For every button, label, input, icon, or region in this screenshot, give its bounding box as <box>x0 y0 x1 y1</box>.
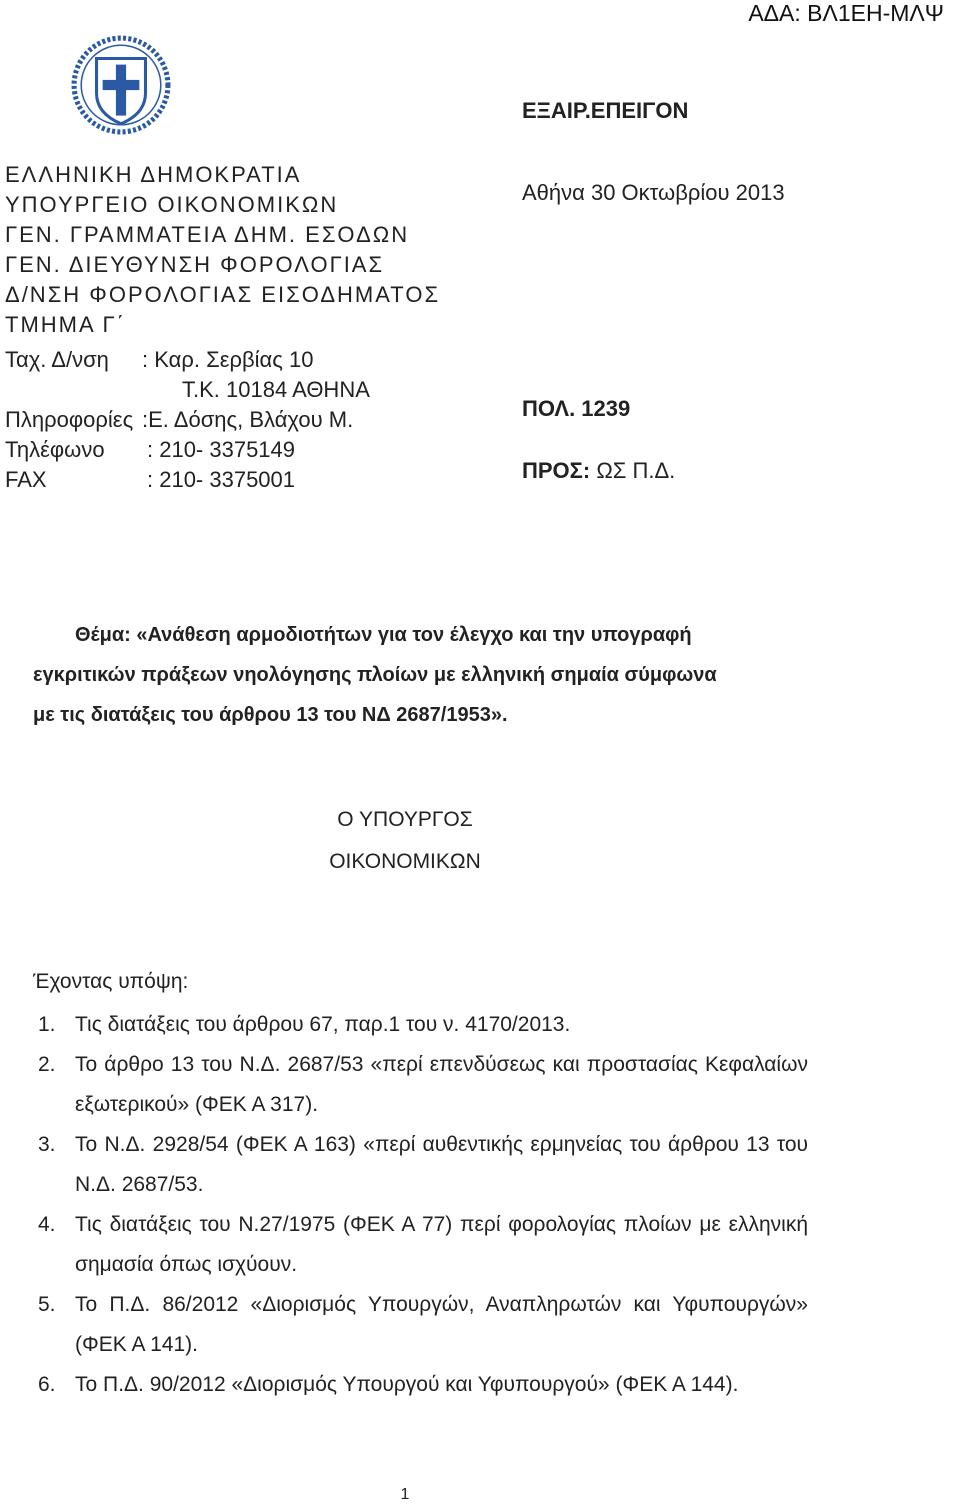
list-item <box>33 1125 808 1205</box>
info-value: :Ε. Δόσης, Βλάχου Μ. <box>142 407 354 432</box>
item-number: 5. <box>38 1293 56 1316</box>
list-item <box>33 1005 808 1045</box>
item-text: Το Π.Δ. 86/2012 «Διορισμός Υπουργών, Αναπληρωτών και Υφυπουργών» (ΦΕΚ Α 141). <box>75 1293 808 1356</box>
header-line: ΤΜΗΜΑ Γ΄ <box>5 312 126 337</box>
greek-coat-of-arms-emblem <box>70 34 172 136</box>
minister-title: Ο ΥΠΟΥΡΓΟΣ <box>337 808 473 831</box>
list-item <box>33 1045 808 1125</box>
item-text: Το Π.Δ. 90/2012 «Διορισμός Υπουργού και Υφυπουργού» (ΦΕΚ Α 144). <box>75 1373 739 1396</box>
list-item <box>33 1205 808 1285</box>
fax-label: FAX <box>5 467 47 492</box>
header-line: ΥΠΟΥΡΓΕΙΟ ΟΙΚΟΝΟΜΙΚΩΝ <box>5 192 339 217</box>
phone-label: Τηλέφωνο <box>5 437 105 462</box>
item-number: 4. <box>38 1213 56 1236</box>
item-text: Το Ν.Δ. 2928/54 (ΦΕΚ Α 163) «περί αυθεντικής ερμηνείας του άρθρου 13 του Ν.Δ. 2687/53. <box>75 1133 808 1196</box>
pol-number: ΠΟΛ. 1239 <box>522 396 631 421</box>
subject-line: με τις διατάξεις του άρθρου 13 του ΝΔ 2687/1953». <box>33 704 508 726</box>
header-line: ΓΕΝ. ΓΡΑΜΜΑΤΕΙΑ ΔΗΜ. ΕΣΟΔΩΝ <box>5 222 410 247</box>
issuer-header <box>5 160 440 340</box>
item-number: 6. <box>38 1373 56 1396</box>
classification-label: ΕΞΑΙΡ.ΕΠΕΙΓΟΝ <box>522 98 689 123</box>
address-value: : Καρ. Σερβίας 10 <box>142 347 314 372</box>
item-text: Τις διατάξεις του άρθρου 67, παρ.1 του ν. 4170/2013. <box>75 1013 571 1036</box>
list-item <box>33 1365 808 1405</box>
ada-code: ΑΔΑ: ΒΛ1ΕΗ-ΜΛΨ <box>748 0 944 26</box>
item-text: Τις διατάξεις του Ν.27/1975 (ΦΕΚ Α 77) περί φορολογίας πλοίων με ελληνική σημασία όπως ισχύουν. <box>75 1213 808 1276</box>
header-line: ΕΛΛΗΝΙΚΗ ΔΗΜΟΚΡΑΤΙΑ <box>5 162 302 187</box>
ministry-name: ΟΙΚΟΝΟΜΙΚΩΝ <box>329 850 481 873</box>
subject-block <box>33 615 823 735</box>
phone-value: : 210- 3375149 <box>147 437 296 462</box>
page-number: 1 <box>400 1486 410 1503</box>
subject-line: εγκριτικών πράξεων νηολόγησης πλοίων με ελληνική σημαία σύμφωνα <box>33 664 717 686</box>
postcode-value: Τ.Κ. 10184 ΑΘΗΝΑ <box>182 377 370 402</box>
fax-value: : 210- 3375001 <box>147 467 296 492</box>
info-label: Πληροφορίες <box>5 407 134 432</box>
item-text: Το άρθρο 13 του Ν.Δ. 2687/53 «περί επενδύσεως και προστασίας Κεφαλαίων εξωτερικού» (ΦΕΚ Α 317). <box>75 1053 808 1116</box>
considerations-intro: Έχοντας υπόψη: <box>33 970 189 993</box>
recipient-value: ΩΣ Π.Δ. <box>596 458 676 483</box>
address-label: Ταχ. Δ/νση <box>5 347 109 372</box>
recipient-label: ΠΡΟΣ: <box>522 458 591 483</box>
list-item <box>33 1285 808 1365</box>
item-number: 2. <box>38 1053 56 1076</box>
recipient-line <box>522 458 675 484</box>
considerations-list <box>33 1005 808 1405</box>
item-number: 1. <box>38 1013 56 1036</box>
item-number: 3. <box>38 1133 56 1156</box>
header-line: ΓΕΝ. ΔΙΕΥΘΥΝΣΗ ΦΟΡΟΛΟΓΙΑΣ <box>5 252 385 277</box>
subject-line: Θέμα: «Ανάθεση αρμοδιοτήτων για τον έλεγχο και την υπογραφή <box>75 624 692 646</box>
date-line: Αθήνα 30 Οκτωβρίου 2013 <box>522 180 785 205</box>
header-line: Δ/ΝΣΗ ΦΟΡΟΛΟΓΙΑΣ ΕΙΣΟΔΗΜΑΤΟΣ <box>5 282 441 307</box>
